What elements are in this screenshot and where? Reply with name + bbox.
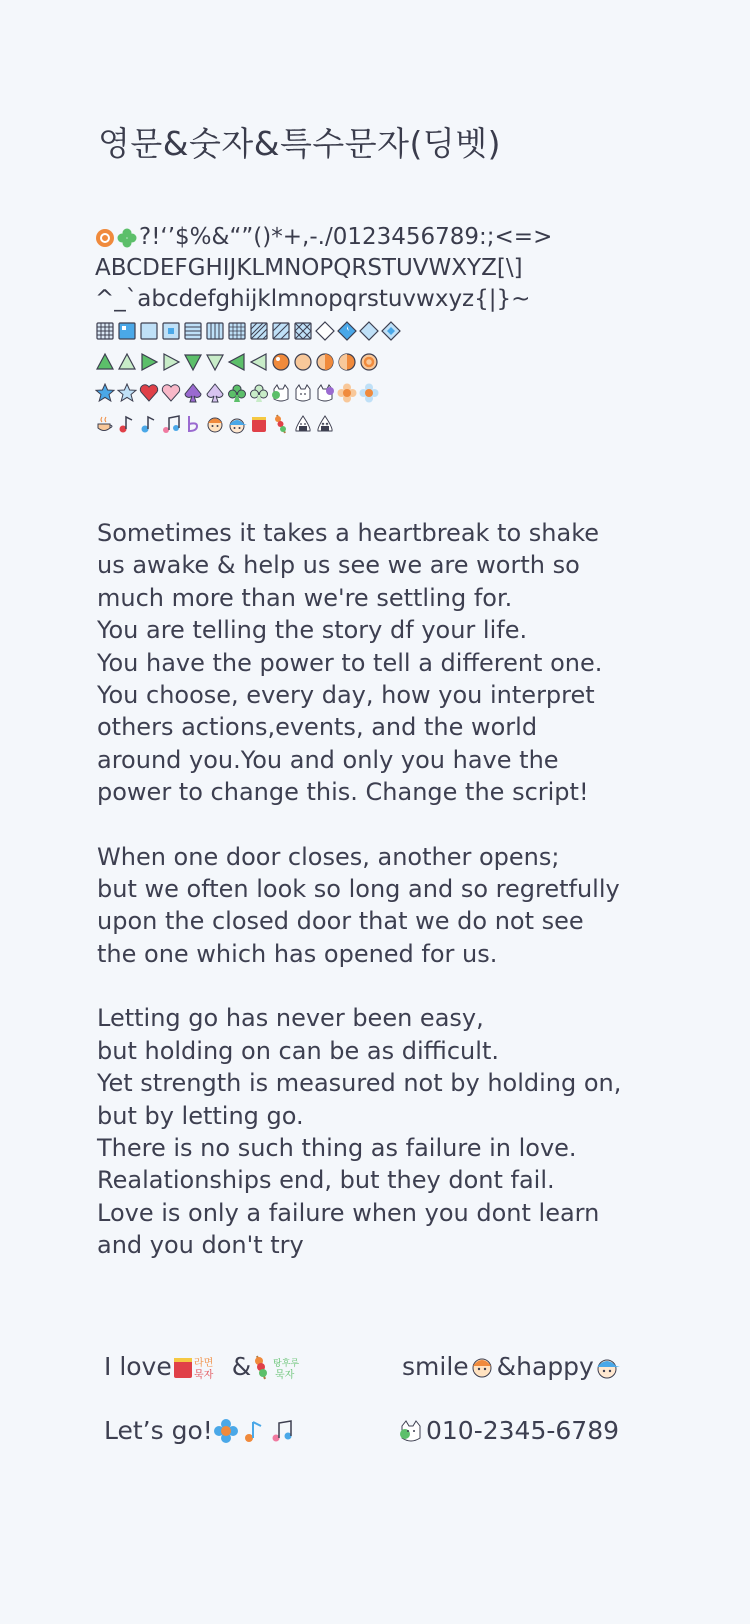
- at-circle-icon: [95, 228, 115, 248]
- quote-line: and you don't try: [97, 1231, 304, 1260]
- quote-line: the one which has opened for us.: [97, 939, 498, 968]
- heart-red-icon: [139, 383, 159, 403]
- diamond-outline-icon: [315, 321, 335, 341]
- quote-line: power to change this. Change the script!: [97, 778, 589, 807]
- sample-lets-go: [104, 1416, 297, 1445]
- flower-blue-icon: [359, 383, 379, 403]
- quote-paragraph: [97, 841, 737, 971]
- flower-orange-icon: [337, 383, 357, 403]
- charset-text-1: ?!‘’$%&“”()*+,-./0123456789:;<=>: [139, 224, 553, 250]
- sample-text: 010-2345-6789: [426, 1416, 620, 1445]
- circle-peach-icon: [293, 352, 313, 372]
- quote-line: You choose, every day, how you interpret: [97, 681, 595, 710]
- diag-icon: [249, 321, 269, 341]
- cat-green-icon: [271, 383, 291, 403]
- quotes-block: [97, 517, 737, 1294]
- note-pink-icon: [161, 414, 181, 434]
- sample-text: &: [231, 1352, 252, 1381]
- charset-block: [95, 222, 735, 439]
- skewer-icon: [251, 1354, 313, 1380]
- triangle-up-light-icon: [117, 352, 137, 372]
- quote-line: You are telling the story df your life.: [97, 616, 528, 645]
- star-light-icon: [117, 383, 137, 403]
- club-green-icon: [227, 383, 247, 403]
- sample-text: Let’s go!: [104, 1416, 213, 1445]
- charset-row-1: [95, 222, 735, 253]
- onigiri-cry-icon: [315, 414, 335, 434]
- note-pink-icon: [269, 1418, 295, 1444]
- charset-row-2: ABCDEFGHIJKLMNOPQRSTUVWXYZ[\]: [95, 255, 523, 281]
- triangle-right-light-icon: [161, 352, 181, 372]
- star-blue-icon: [95, 383, 115, 403]
- dingbat-row-2: [95, 346, 735, 377]
- kid-cap-icon: [227, 414, 247, 434]
- sample-smile-happy: [402, 1352, 622, 1381]
- kid-cap-icon: [594, 1354, 620, 1380]
- spade-purple-icon: [183, 383, 203, 403]
- dingbat-row-1: [95, 315, 735, 346]
- quote-paragraph: [97, 1002, 737, 1261]
- dingbat-row-4: [95, 408, 735, 439]
- onigiri-smile-icon: [293, 414, 313, 434]
- square-light-icon: [139, 321, 159, 341]
- sample-text: I love: [104, 1352, 172, 1381]
- quote-line: There is no such thing as failure in love.: [97, 1133, 577, 1162]
- quote-line: Yet strength is measured not by holding on,: [97, 1069, 622, 1098]
- triangle-left-green-icon: [227, 352, 247, 372]
- flower-orange-icon: [213, 1418, 239, 1444]
- ramen-label-1: 라면: [193, 1357, 214, 1369]
- circle-half2-icon: [337, 352, 357, 372]
- circle-half-icon: [315, 352, 335, 372]
- triangle-down-green-icon: [183, 352, 203, 372]
- page-title: 영문&숫자&특수문자(딩벳): [98, 124, 501, 163]
- diag2-icon: [271, 321, 291, 341]
- clover-icon: [117, 228, 137, 248]
- kid-orange-icon: [469, 1354, 495, 1380]
- club-light-icon: [249, 383, 269, 403]
- charset-row-3: ^_`abcdefghijklmnopqrstuvwxyz{|}~: [95, 286, 531, 312]
- circle-ring-icon: [359, 352, 379, 372]
- quote-line: Realationships end, but they dont fail.: [97, 1166, 555, 1195]
- diamond-blue-icon: [337, 321, 357, 341]
- quote-line: When one door closes, another opens;: [97, 842, 560, 871]
- quote-line: upon the closed door that we do not see: [97, 907, 584, 936]
- quote-line: but by letting go.: [97, 1101, 304, 1130]
- diamond-light-icon: [359, 321, 379, 341]
- note-orange-icon: [117, 414, 137, 434]
- circle-orange-icon: [271, 352, 291, 372]
- quote-paragraph: [97, 517, 737, 809]
- quote-line: but we often look so long and so regretfully: [97, 875, 620, 904]
- square-blue-icon: [117, 321, 137, 341]
- sample-phone: [398, 1416, 619, 1445]
- skewer-label-2: 묵자: [275, 1369, 295, 1380]
- sample-i-love: [104, 1352, 315, 1381]
- note-blue-icon: [139, 414, 159, 434]
- sample-text: smile: [402, 1352, 469, 1381]
- quote-line: Sometimes it takes a heartbreak to shake: [97, 519, 600, 547]
- quote-line: others actions,events, and the world: [97, 713, 538, 742]
- heart-pink-icon: [161, 383, 181, 403]
- cat-white-icon: [293, 383, 313, 403]
- sample-text: &happy: [496, 1352, 594, 1381]
- skewer-icon: [271, 414, 291, 434]
- quote-line: Love is only a failure when you dont learn: [97, 1198, 600, 1227]
- dingbat-row-3: [95, 377, 735, 408]
- ramen-label-2: 묵자: [193, 1369, 214, 1380]
- quote-line: Letting go has never been easy,: [97, 1004, 484, 1033]
- spade-light-icon: [205, 383, 225, 403]
- quote-line: but holding on can be as difficult.: [97, 1036, 499, 1065]
- triangle-down-light-icon: [205, 352, 225, 372]
- ramen-icon: [172, 1354, 230, 1380]
- grid-fine-icon: [227, 321, 247, 341]
- square-dot-icon: [161, 321, 181, 341]
- kid-orange-icon: [205, 414, 225, 434]
- lines-v-icon: [205, 321, 225, 341]
- triangle-left-light-icon: [249, 352, 269, 372]
- quote-line: around you.You and only you have the: [97, 745, 559, 774]
- note-b-icon: [183, 414, 203, 434]
- note-orange-icon: [241, 1418, 267, 1444]
- crosshatch-icon: [293, 321, 313, 341]
- triangle-up-green-icon: [95, 352, 115, 372]
- quote-line: You have the power to tell a different one.: [97, 648, 603, 677]
- ramen-icon: [249, 414, 269, 434]
- cat-purple-icon: [315, 383, 335, 403]
- triangle-right-green-icon: [139, 352, 159, 372]
- quote-line: us awake & help us see we are worth so: [97, 551, 580, 580]
- quote-line: much more than we're settling for.: [97, 583, 513, 612]
- lines-h-icon: [183, 321, 203, 341]
- cat-green-icon: [398, 1418, 424, 1444]
- grid-icon: [95, 321, 115, 341]
- coffee-icon: [95, 414, 115, 434]
- diamond-dot-icon: [381, 321, 401, 341]
- skewer-label-1: 탕후루: [273, 1358, 300, 1369]
